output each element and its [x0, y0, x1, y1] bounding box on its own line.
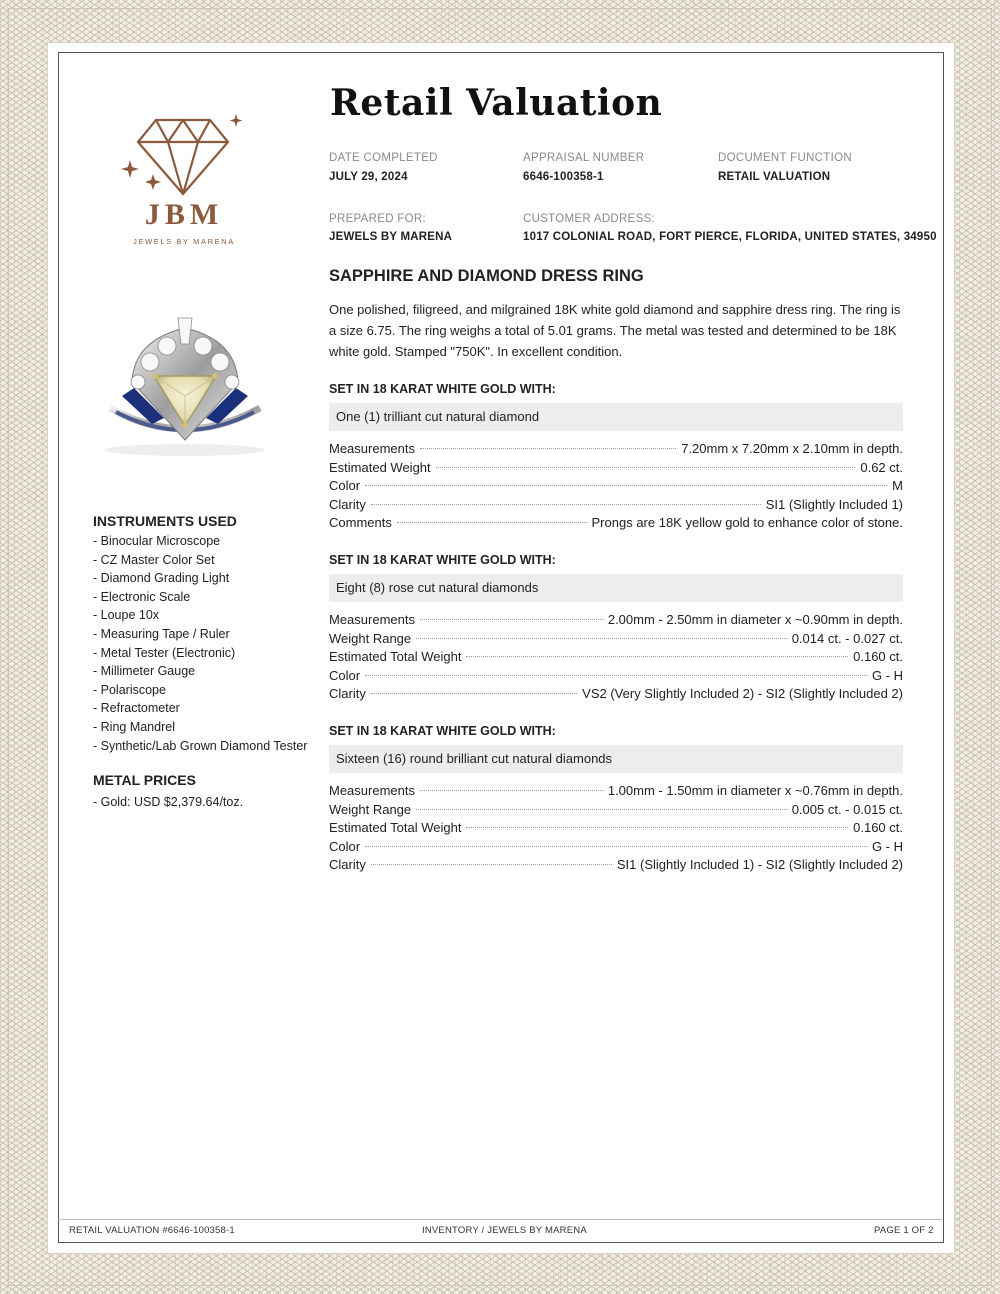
table-row — [329, 856, 903, 875]
row-value: 1.00mm - 1.50mm in diameter x ~0.76mm in depth. — [607, 783, 903, 798]
list-item: - Binocular Microscope — [93, 534, 221, 548]
dot-leader — [466, 656, 848, 657]
dot-leader — [365, 846, 867, 847]
dot-leader — [371, 864, 612, 865]
row-value: SI1 (Slightly Included 1) - SI2 (Slightly Included 2) — [616, 857, 903, 872]
table-row — [329, 648, 903, 667]
row-label: Color — [329, 667, 361, 683]
table-row — [329, 801, 903, 820]
row-value: G - H — [871, 667, 903, 683]
row-label: Measurements — [329, 441, 415, 456]
appraisal-number-label: APPRAISAL NUMBER — [523, 152, 645, 164]
footer-center: INVENTORY / JEWELS BY MARENA — [422, 1225, 587, 1236]
section-3-heading: SET IN 18 KARAT WHITE GOLD WITH: — [329, 724, 556, 738]
dot-leader — [416, 638, 787, 639]
table-row — [329, 782, 903, 801]
table-row — [329, 630, 903, 649]
prepared-for-value: JEWELS BY MARENA — [329, 231, 453, 243]
row-value: 0.014 ct. - 0.027 ct. — [791, 630, 903, 646]
row-label: Color — [329, 838, 361, 854]
list-item: - Synthetic/Lab Grown Diamond Tester — [93, 738, 308, 753]
dot-leader — [420, 619, 603, 620]
footer-right: PAGE 1 OF 2 — [874, 1225, 934, 1236]
row-label: Weight Range — [329, 630, 412, 646]
section-1-heading: SET IN 18 KARAT WHITE GOLD WITH: — [329, 382, 556, 396]
row-value: 0.160 ct. — [853, 820, 903, 835]
table-row — [329, 459, 903, 478]
list-item: - Polariscope — [93, 682, 166, 697]
list-item: - Metal Tester (Electronic) — [93, 645, 236, 660]
row-label: Comments — [329, 515, 392, 530]
row-value: SI1 (Slightly Included 1) — [765, 496, 903, 512]
table-row — [329, 477, 903, 496]
item-description: One polished, filigreed, and milgrained 18K white gold diamond and sapphire dress ring. The ring is a size 6.75. The ring weighs a total of 5.01 grams. The metal was tested and determined to be 18K white gold. Stamped "750K". In excellent condition. — [329, 302, 901, 359]
dot-leader — [420, 448, 676, 449]
row-label: Color — [329, 478, 361, 493]
row-value: M — [892, 478, 903, 493]
metal-prices-heading: METAL PRICES — [93, 772, 196, 788]
dot-leader — [466, 827, 848, 828]
list-item: - Loupe 10x — [93, 608, 160, 623]
prepared-for-label: PREPARED FOR: — [329, 213, 426, 225]
list-item: - Diamond Grading Light — [93, 571, 230, 586]
row-value: 0.62 ct. — [860, 459, 903, 475]
section-2-details — [329, 611, 903, 704]
dot-leader — [397, 522, 587, 523]
list-item: - Measuring Tape / Ruler — [93, 626, 230, 641]
ring-photo — [92, 300, 278, 460]
dot-leader — [371, 504, 761, 505]
footer-divider — [58, 1219, 942, 1220]
row-value: 2.00mm - 2.50mm in diameter x ~0.90mm in depth. — [607, 612, 903, 627]
row-label: Estimated Total Weight — [329, 649, 462, 664]
logo-monogram: JBM — [144, 198, 224, 231]
row-label: Measurements — [329, 783, 415, 798]
document-title: Retail Valuation — [330, 82, 663, 124]
dot-leader — [365, 485, 887, 486]
row-value: G - H — [871, 838, 903, 854]
date-completed-label: DATE COMPLETED — [329, 152, 438, 164]
row-label: Measurements — [329, 612, 415, 627]
row-value: 7.20mm x 7.20mm x 2.10mm in depth. — [681, 441, 903, 456]
row-label: Estimated Total Weight — [329, 820, 462, 835]
document-function-value: RETAIL VALUATION — [718, 171, 831, 183]
document-function-label: DOCUMENT FUNCTION — [718, 152, 852, 164]
table-row — [329, 611, 903, 630]
dot-leader — [420, 790, 603, 791]
row-value: 0.160 ct. — [853, 649, 903, 664]
metal-prices-list — [93, 793, 243, 812]
table-row — [329, 667, 903, 686]
item-title: SAPPHIRE AND DIAMOND DRESS RING — [329, 267, 644, 285]
row-label: Clarity — [329, 857, 366, 872]
table-row — [329, 685, 903, 704]
dot-leader — [416, 809, 787, 810]
table-row — [329, 514, 903, 533]
dot-leader — [371, 693, 577, 694]
list-item: - Gold: USD $2,379.64/toz. — [93, 795, 244, 809]
table-row — [329, 496, 903, 515]
section-2-stone: Eight (8) rose cut natural diamonds — [329, 574, 903, 602]
row-label: Weight Range — [329, 801, 412, 817]
section-2-heading: SET IN 18 KARAT WHITE GOLD WITH: — [329, 553, 556, 567]
customer-address-value: 1017 COLONIAL ROAD, FORT PIERCE, FLORIDA, UNITED STATES, 34950 — [523, 231, 937, 243]
logo-tagline: JEWELS BY MARENA — [133, 237, 235, 246]
list-item: - Electronic Scale — [93, 589, 191, 604]
list-item: - Refractometer — [93, 701, 180, 716]
table-row — [329, 819, 903, 838]
section-3-details — [329, 782, 903, 875]
row-label: Estimated Weight — [329, 459, 431, 475]
row-value: Prongs are 18K yellow gold to enhance color of stone. — [591, 515, 903, 530]
date-completed-value: JULY 29, 2024 — [329, 171, 408, 183]
footer-left: RETAIL VALUATION #6646-100358-1 — [69, 1225, 235, 1236]
section-1-details — [329, 440, 903, 533]
table-row — [329, 838, 903, 857]
instruments-heading: INSTRUMENTS USED — [93, 513, 237, 529]
list-item: - Ring Mandrel — [93, 719, 175, 734]
dot-leader — [436, 467, 856, 468]
list-item: - CZ Master Color Set — [93, 552, 215, 567]
section-3-stone: Sixteen (16) round brilliant cut natural diamonds — [329, 745, 903, 773]
dot-leader — [365, 675, 867, 676]
row-label: Clarity — [329, 496, 366, 512]
row-value: 0.005 ct. - 0.015 ct. — [791, 801, 903, 817]
section-1-stone: One (1) trilliant cut natural diamond — [329, 403, 903, 431]
appraisal-number-value: 6646-100358-1 — [523, 171, 604, 183]
customer-address-label: CUSTOMER ADDRESS: — [523, 213, 656, 225]
table-row — [329, 440, 903, 459]
row-value: VS2 (Very Slightly Included 2) - SI2 (Slightly Included 2) — [582, 686, 903, 701]
instruments-list — [93, 532, 307, 755]
list-item: - Millimeter Gauge — [93, 664, 196, 679]
row-label: Clarity — [329, 686, 366, 701]
